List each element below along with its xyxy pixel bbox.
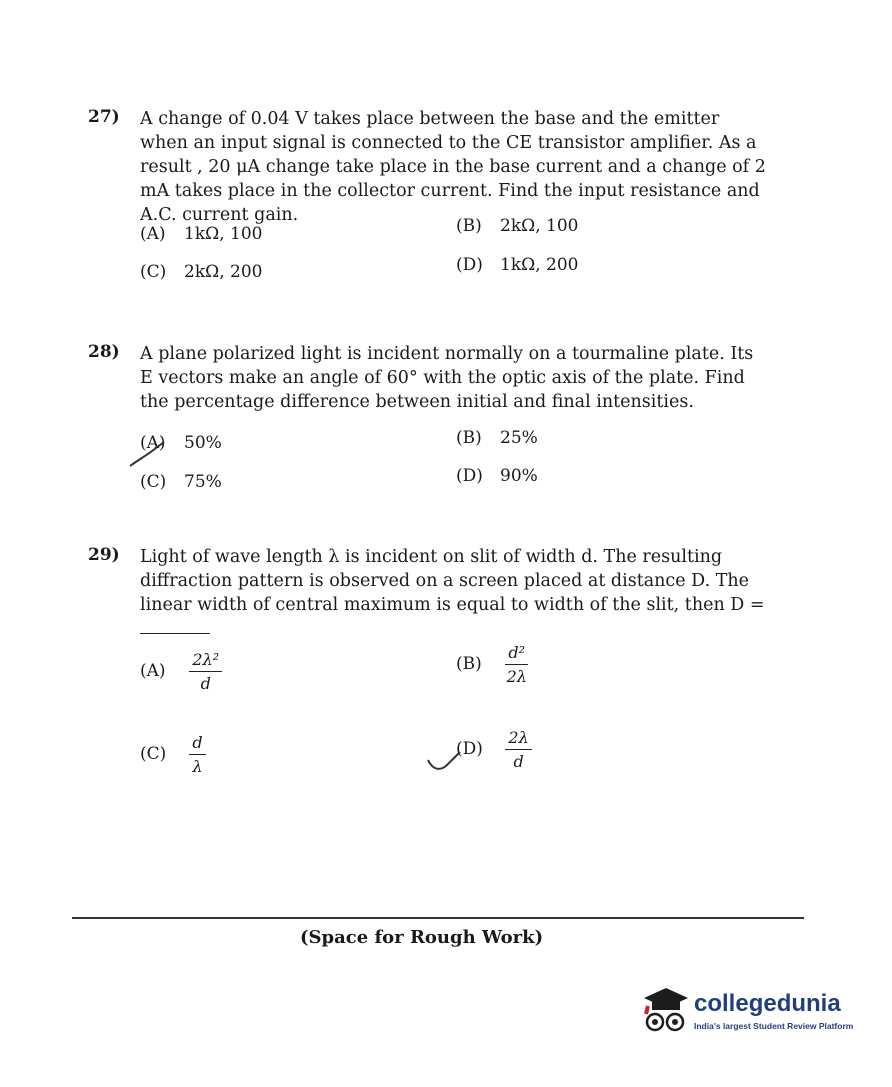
numerator: 2λ²	[189, 650, 222, 672]
numerator: d²	[505, 643, 528, 665]
option-d	[456, 466, 538, 486]
option-label: (C)	[140, 744, 167, 764]
question-27	[88, 107, 768, 227]
option-value: 75%	[184, 472, 222, 492]
option-c	[140, 472, 222, 492]
question-number: 27)	[88, 107, 120, 127]
option-label: (A)	[140, 661, 166, 681]
question-number: 29)	[88, 545, 120, 565]
logo-wordmark: collegedunia	[694, 990, 841, 1017]
fraction	[505, 728, 531, 771]
denominator: 2λ	[506, 667, 527, 686]
tick-mark-icon	[424, 746, 464, 776]
logo-tagline: India's largest Student Review Platform	[694, 1021, 854, 1031]
question-number: 28)	[88, 342, 120, 362]
option-value: 2kΩ, 100	[500, 216, 579, 236]
option-label: (C)	[140, 472, 167, 492]
option-label: (A)	[140, 224, 166, 244]
option-value: 1kΩ, 200	[500, 255, 579, 275]
denominator: d	[513, 752, 524, 771]
option-label: (B)	[456, 216, 482, 236]
question-text: A plane polarized light is incident normally on a tourmaline plate. Its E vectors make an angle of 60° with the optic axis of the plate. Find the percentage difference between initial and final intensities.	[140, 344, 754, 412]
fraction	[189, 733, 205, 776]
denominator: λ	[192, 757, 203, 776]
option-b	[456, 643, 528, 686]
tick-mark-icon	[124, 440, 184, 470]
option-value: 25%	[500, 428, 538, 448]
option-label: (D)	[456, 255, 483, 275]
fraction	[189, 650, 222, 693]
option-label: (C)	[140, 262, 167, 282]
option-value: 50%	[184, 433, 222, 453]
option-value: 1kΩ, 100	[184, 224, 263, 244]
option-c	[140, 733, 206, 776]
option-label: (B)	[456, 654, 482, 674]
option-b	[456, 428, 538, 448]
option-b	[456, 216, 578, 236]
question-28	[88, 342, 768, 414]
question-29	[88, 545, 768, 641]
option-a	[140, 650, 222, 693]
graduate-owl-icon	[636, 984, 692, 1044]
question-text: A change of 0.04 V takes place between the base and the emitter when an input signal is connected to the CE transistor amplifier. As a result , 20 μA change take place in the base current and a change of 2 mA takes place in the collector current. Find the input resistance and A.C. current gain.	[140, 109, 766, 225]
footer-divider	[72, 917, 804, 919]
question-text	[140, 545, 768, 641]
denominator: d	[200, 674, 211, 693]
option-label: (D)	[456, 739, 483, 759]
rough-work-label: (Space for Rough Work)	[300, 927, 544, 948]
option-d	[456, 728, 532, 771]
option-c	[140, 262, 262, 282]
collegedunia-logo	[636, 984, 876, 1044]
numerator: 2λ	[505, 728, 531, 750]
option-a	[140, 224, 262, 244]
option-value: 2kΩ, 200	[184, 262, 263, 282]
fraction	[505, 643, 528, 686]
question-text-body: Light of wave length λ is incident on slit of width d. The resulting diffraction pattern is observed on a screen placed at distance D. The linear width of central maximum is equal to width of the slit, then D =	[140, 547, 765, 615]
option-value: 90%	[500, 466, 538, 486]
option-label: (D)	[456, 466, 483, 486]
numerator: d	[189, 733, 205, 755]
option-label: (A)	[140, 433, 166, 453]
answer-blank	[140, 633, 210, 634]
option-label: (B)	[456, 428, 482, 448]
option-d	[456, 255, 578, 275]
